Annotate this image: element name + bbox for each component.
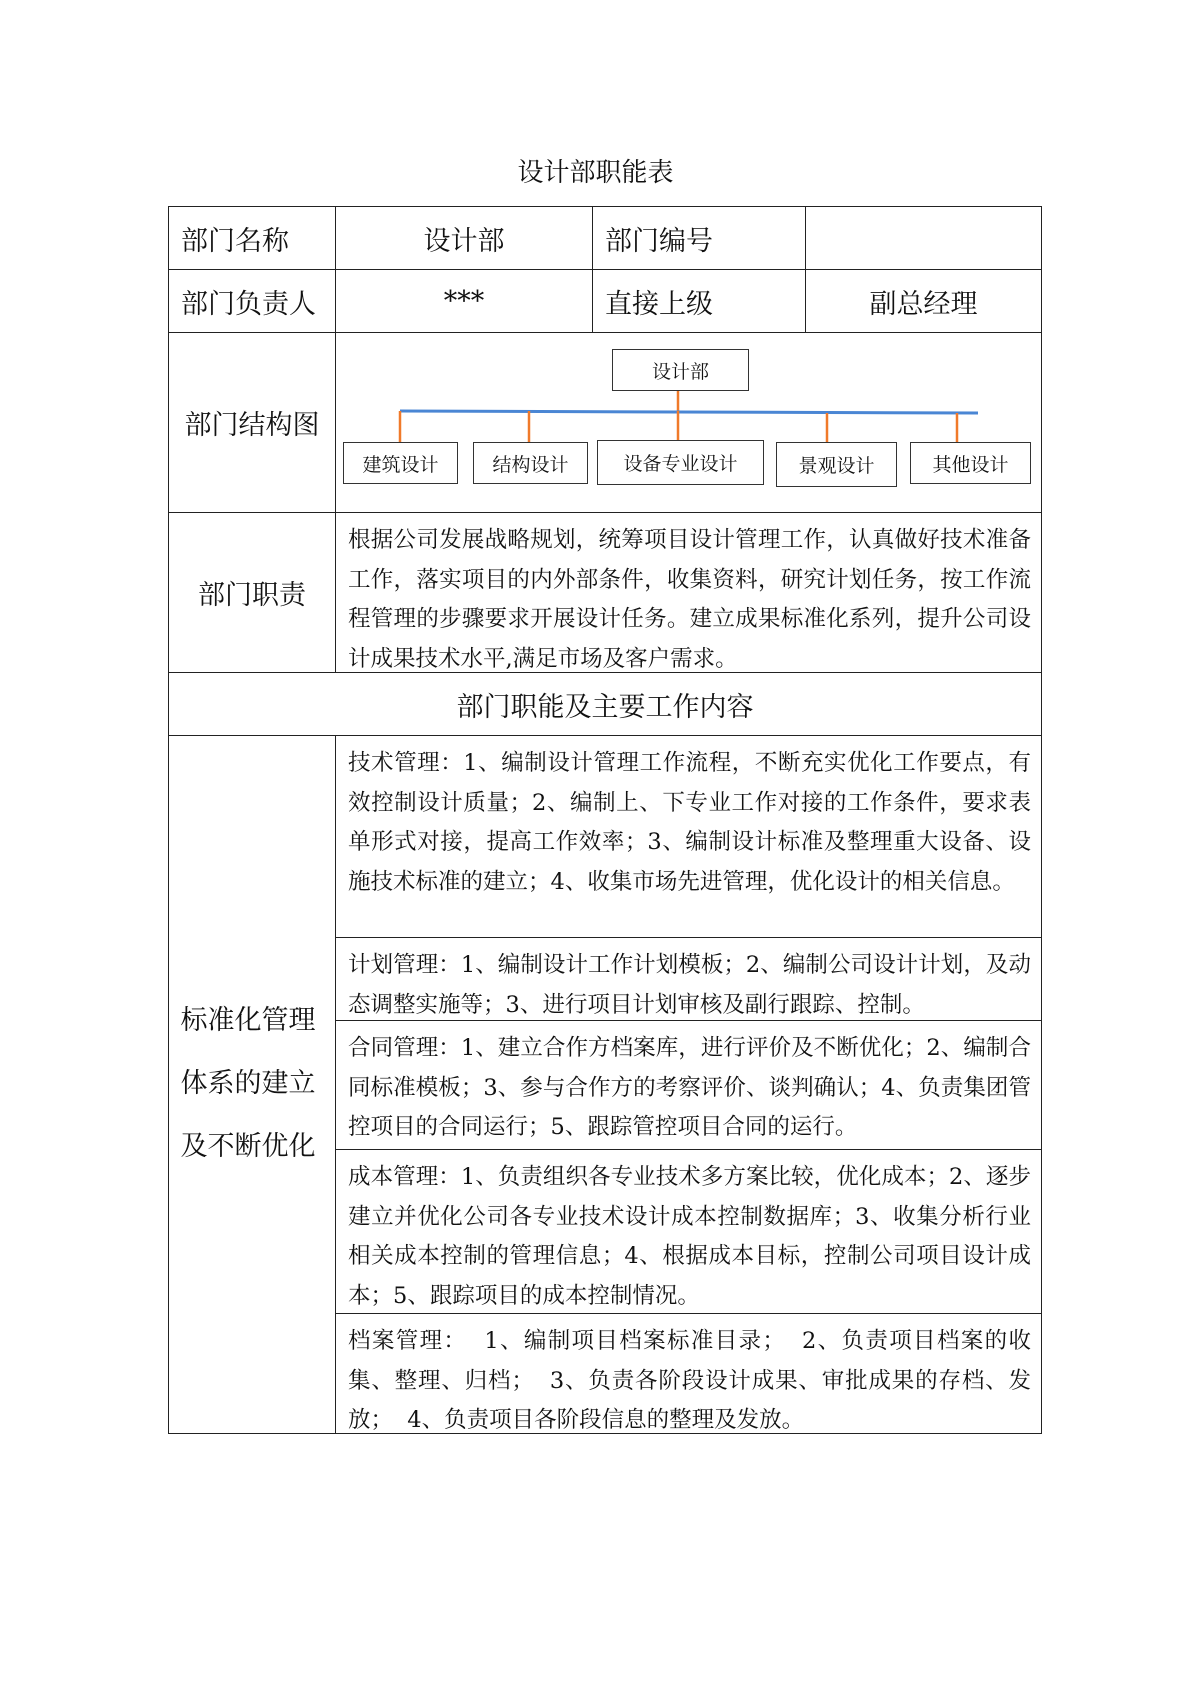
head-value: *** — [335, 269, 593, 333]
dept-code-label: 部门编号 — [592, 206, 806, 270]
functions-label-cell — [168, 735, 336, 1434]
function-archive-management: 档案管理： 1、编制项目档案标准目录； 2、负责项目档案的收集、整理、归档； 3、负责各阶段设计成果、审批成果的存档、发放； 4、负责项目各阶段信息的整理及发放。 — [335, 1313, 1042, 1434]
page-title: 设计部职能表 — [517, 158, 674, 188]
function-plan-management: 计划管理：1、编制设计工作计划模板；2、编制公司设计计划，及动态调整实施等；3、进行项目计划审核及副行跟踪、控制。 — [335, 937, 1042, 1021]
function-contract-management: 合同管理：1、建立合作方档案库，进行评价及不断优化；2、编制合同标准模板；3、参与合作方的考察评价、谈判确认；4、负责集团管控项目的合同运行；5、跟踪管控项目合同的运行。 — [335, 1020, 1042, 1150]
function-cost-management: 成本管理：1、负责组织各专业技术多方案比较，优化成本；2、逐步建立并优化公司各专业技术设计成本控制数据库；3、收集分析行业相关成本控制的管理信息；4、根据成本目标，控制公司项目设计成本；5、跟踪项目的成本控制情况。 — [335, 1149, 1042, 1314]
org-chart — [335, 332, 1042, 513]
function-tech-management: 技术管理：1、编制设计管理工作流程，不断充实优化工作要点，有效控制设计质量；2、编制上、下专业工作对接的工作条件，要求表单形式对接，提高工作效率；3、编制设计标准及整理重大设备、设施技术标准的建立；4、收集市场先进管理，优化设计的相关信息。 — [335, 735, 1042, 938]
dept-name-value: 设计部 — [335, 206, 593, 270]
superior-label: 直接上级 — [592, 269, 806, 333]
org-root-box: 设计部 — [612, 349, 749, 391]
functions-label: 标准化管理体系的建立及不断优化 — [180, 1005, 316, 1162]
dept-name-label: 部门名称 — [168, 206, 336, 270]
org-child-equipment: 设备专业设计 — [597, 440, 764, 485]
duty-text: 根据公司发展战略规划，统筹项目设计管理工作，认真做好技术准备工作，落实项目的内外部条件，收集资料，研究计划任务，按工作流程管理的步骤要求开展设计任务。建立成果标准化系列，提升公司设计成果技术水平,满足市场及客户需求。 — [335, 512, 1042, 673]
org-child-other: 其他设计 — [910, 442, 1031, 484]
head-label: 部门负责人 — [168, 269, 336, 333]
function-table — [168, 206, 1042, 1434]
functions-header: 部门职能及主要工作内容 — [168, 672, 1042, 736]
org-child-landscape: 景观设计 — [776, 442, 897, 487]
superior-value: 副总经理 — [805, 269, 1042, 333]
horizontal-connector — [400, 411, 978, 413]
org-child-structure: 结构设计 — [473, 442, 588, 484]
org-child-architecture: 建筑设计 — [343, 442, 458, 484]
dept-code-value — [805, 206, 1042, 270]
structure-label: 部门结构图 — [168, 332, 336, 513]
duty-label: 部门职责 — [168, 512, 336, 673]
